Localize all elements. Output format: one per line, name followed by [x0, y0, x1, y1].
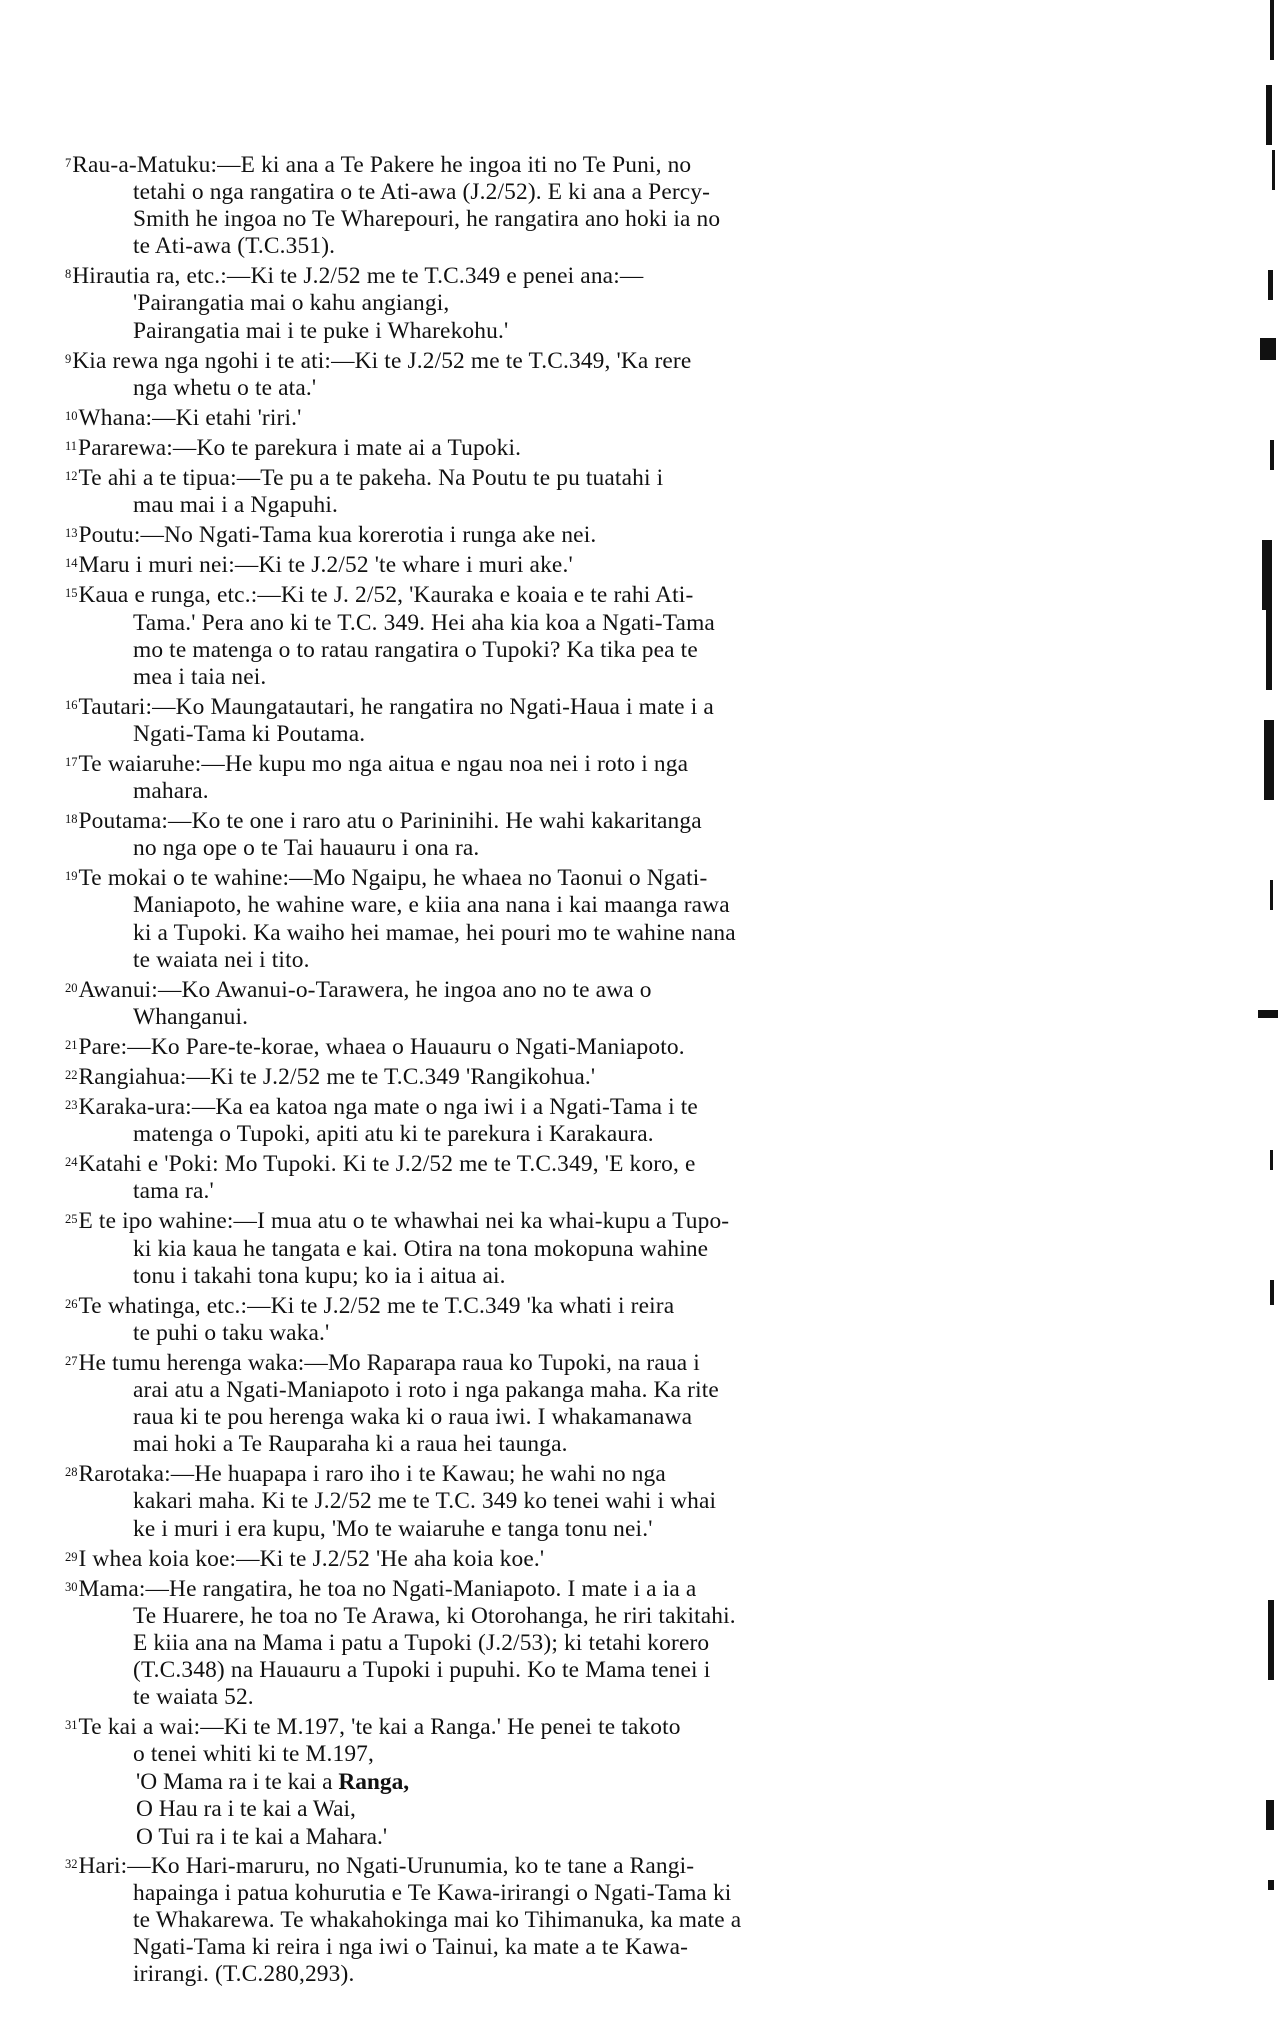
footnote-line	[65, 1291, 1030, 1320]
footnote-line: Pairangatia mai i te puke i Wharekohu.'	[133, 317, 509, 344]
footnote-text: Hari:—Ko Hari-maruru, no Ngati-Urunumia, ko te tane a Rangi-	[78, 1852, 695, 1879]
footnote-17	[62, 749, 1030, 805]
footnote-text: Pare:—Ko Pare-te-korae, whaea o Hauauru o Ngati-Maniapoto.	[78, 1033, 685, 1060]
footnote-line	[65, 1459, 1030, 1488]
footnote-23	[62, 1092, 1030, 1148]
verse-line	[136, 1769, 1030, 1796]
footnote-27	[62, 1348, 1030, 1458]
footnote-line: no nga ope o te Tai hauauru i ona ra.	[133, 835, 480, 862]
footnote-text: Poutu:—No Ngati-Tama kua korerotia i runga ake nei.	[78, 522, 597, 549]
footnote-line: ki kia kaua he tangata e kai. Otira na tona mokopuna wahine	[133, 1235, 709, 1262]
footnote-text: E te ipo wahine:—I mua atu o te whawhai nei ka whai-kupu a Tupo-	[78, 1208, 730, 1235]
footnote-text: Te kai a wai:—Ki te M.197, 'te kai a Ranga.' He penei te takoto	[78, 1714, 681, 1741]
footnote-text: Tautari:—Ko Maungatautari, he rangatira no Ngati-Haua i mate i a	[78, 693, 714, 720]
footnote-number: 19	[65, 869, 78, 884]
footnote-line	[65, 975, 1030, 1004]
footnote-line: mo te matenga o to ratau rangatira o Tupoki? Ka tika pea te	[133, 636, 698, 663]
footnote-line: mai hoki a Te Rauparaha ki a raua hei taunga.	[133, 1431, 568, 1458]
footnote-text: Maru i muri nei:—Ki te J.2/52 'te whare i muri ake.'	[78, 552, 573, 579]
footnote-number: 23	[65, 1098, 78, 1113]
footnote-text: Rau-a-Matuku:—E ki ana a Te Pakere he ingoa iti no Te Puni, no	[72, 152, 692, 178]
footnote-line: E kiia ana na Mama i patu a Tupoki (J.2/53); ki tetahi korero	[133, 1629, 710, 1656]
footnote-line: mau mai i a Ngapuhi.	[133, 492, 339, 519]
verse-line: O Hau ra i te kai a Wai,	[136, 1796, 356, 1823]
footnote-line: raua ki te pou herenga waka ki o raua iwi. I whakamanawa	[133, 1404, 693, 1431]
footnote-line	[65, 863, 1030, 892]
footnote-30	[62, 1574, 1030, 1711]
footnote-number: 12	[65, 469, 78, 484]
footnote-14	[62, 550, 1030, 579]
footnote-line: Te Huarere, he toa no Te Arawa, ki Otorohanga, he riri takitahi.	[133, 1602, 736, 1629]
verse-text: 'O Mama ra i te kai a	[136, 1769, 339, 1796]
footnotes-list	[62, 150, 1030, 1989]
footnote-line	[65, 1348, 1030, 1377]
footnote-line: (T.C.348) na Hauauru a Tupoki i pupuhi. Ko te Mama tenei i	[133, 1656, 711, 1683]
footnote-32	[62, 1851, 1030, 1988]
footnote-number: 21	[65, 1037, 78, 1052]
footnote-number: 7	[65, 156, 72, 170]
footnote-text: Te mokai o te wahine:—Mo Ngaipu, he whaea no Taonui o Ngati-	[78, 865, 708, 892]
footnote-25	[62, 1206, 1030, 1289]
footnote-text: Kia rewa nga ngohi i te ati:—Ki te J.2/52 me te T.C.349, 'Ka rere	[72, 347, 692, 374]
footnote-line	[65, 403, 1030, 432]
footnote-line: te Ati-awa (T.C.351).	[133, 233, 336, 260]
footnote-number: 10	[65, 408, 78, 423]
footnote-29	[62, 1544, 1030, 1573]
footnote-line	[65, 1032, 1030, 1061]
footnote-text: Poutama:—Ko te one i raro atu o Parininihi. He wahi kakaritanga	[78, 808, 702, 835]
footnote-11	[62, 433, 1030, 462]
footnote-line: te waiata nei i tito.	[133, 946, 310, 973]
footnote-number: 26	[65, 1296, 78, 1311]
footnote-text: Mama:—He rangatira, he toa no Ngati-Maniapoto. I mate i a ia a	[78, 1575, 697, 1602]
footnote-line: Tama.' Pera ano ki te T.C. 349. Hei aha kia koa a Ngati-Tama	[133, 609, 715, 636]
footnote-text: He tumu herenga waka:—Mo Raparapa raua ko Tupoki, na raua i	[78, 1349, 700, 1376]
footnote-15	[62, 580, 1030, 690]
footnote-8	[62, 261, 1030, 344]
footnote-line	[65, 1062, 1030, 1091]
footnote-line	[65, 806, 1030, 835]
footnote-9	[62, 346, 1030, 402]
footnote-line: Smith he ingoa no Te Wharepouri, he rangatira ano hoki ia no	[133, 206, 721, 233]
footnote-line	[65, 463, 1030, 492]
footnote-line: o tenei whiti ki te M.197,	[133, 1741, 375, 1768]
footnote-text: Katahi e 'Poki: Mo Tupoki. Ki te J.2/52 me te T.C.349, 'E koro, e	[78, 1151, 696, 1178]
footnote-line	[65, 1206, 1030, 1235]
footnote-line: ki a Tupoki. Ka waiho hei mamae, hei pouri mo te wahine nana	[133, 919, 736, 946]
footnote-28	[62, 1459, 1030, 1542]
footnote-number: 18	[65, 812, 78, 827]
footnote-line: te Whakarewa. Te whakahokinga mai ko Tihimanuka, ka mate a	[133, 1906, 742, 1933]
footnote-number: 17	[65, 754, 78, 769]
footnote-number: 25	[65, 1212, 78, 1227]
footnote-line: mea i taia nei.	[133, 663, 267, 690]
footnote-text: Te whatinga, etc.:—Ki te J.2/52 me te T.C.349 'ka whati i reira	[78, 1292, 675, 1319]
footnote-line: nga whetu o te ata.'	[133, 374, 317, 401]
footnote-31	[62, 1712, 1030, 1768]
footnote-line: tama ra.'	[133, 1178, 214, 1205]
footnote-line: arai atu a Ngati-Maniapoto i roto i nga pakanga maha. Ka rite	[133, 1377, 719, 1404]
footnote-number: 29	[65, 1549, 78, 1564]
footnote-line	[65, 1712, 1030, 1741]
footnote-20	[62, 975, 1030, 1031]
footnote-line	[65, 346, 1030, 375]
footnote-number: 13	[65, 526, 78, 541]
footnote-12	[62, 463, 1030, 519]
footnote-number: 24	[65, 1155, 78, 1170]
footnote-text: Hirautia ra, etc.:—Ki te J.2/52 me te T.C.349 e penei ana:—	[72, 263, 644, 290]
footnote-text: I whea koia koe:—Ki te J.2/52 'He aha koia koe.'	[78, 1545, 545, 1572]
footnote-number: 27	[65, 1353, 78, 1368]
footnote-text: Karaka-ura:—Ka ea katoa nga mate o nga iwi i a Ngati-Tama i te	[78, 1094, 698, 1121]
footnote-7	[62, 150, 1030, 260]
footnote-line	[65, 1092, 1030, 1121]
footnote-number: 30	[65, 1579, 78, 1594]
footnote-number: 28	[65, 1465, 78, 1480]
footnote-line	[65, 1544, 1030, 1573]
footnote-number: 11	[65, 438, 78, 453]
footnote-text: Rangiahua:—Ki te J.2/52 me te T.C.349 'Rangikohua.'	[78, 1064, 596, 1090]
footnote-21	[62, 1032, 1030, 1061]
footnote-text: Te waiaruhe:—He kupu mo nga aitua e ngau noa nei i roto i nga	[78, 750, 689, 777]
footnote-line	[65, 520, 1030, 549]
footnote-number: 15	[65, 586, 78, 601]
footnote-number: 9	[65, 351, 72, 366]
footnote-line: irirangi. (T.C.280,293).	[133, 1961, 355, 1987]
footnote-line: te puhi o taku waka.'	[133, 1319, 330, 1346]
footnote-26	[62, 1291, 1030, 1347]
verse-quote	[62, 1769, 1030, 1850]
footnote-line	[65, 1149, 1030, 1178]
footnote-number: 20	[65, 980, 78, 995]
footnote-text: Whana:—Ki etahi 'riri.'	[78, 404, 302, 431]
verse-line: O Tui ra i te kai a Mahara.'	[136, 1823, 388, 1850]
footnote-line	[65, 150, 1030, 179]
footnote-line	[65, 261, 1030, 290]
footnote-line: ke i muri i era kupu, 'Mo te waiaruhe e tanga tonu nei.'	[133, 1515, 653, 1542]
footnote-number: 14	[65, 556, 78, 571]
footnote-text: Te ahi a te tipua:—Te pu a te pakeha. Na Poutu te pu tuatahi i	[78, 465, 664, 492]
footnote-line	[65, 749, 1030, 778]
footnote-line: Whanganui.	[133, 1003, 249, 1030]
footnote-line: matenga o Tupoki, apiti atu ki te parekura i Karakaura.	[133, 1121, 654, 1148]
footnote-line	[65, 692, 1030, 721]
footnote-number: 32	[65, 1856, 78, 1871]
footnote-22	[62, 1062, 1030, 1091]
footnote-18	[62, 806, 1030, 862]
footnote-line: tetahi o nga rangatira o te Ati-awa (J.2/52). E ki ana a Percy-	[133, 179, 711, 206]
footnote-line: mahara.	[133, 778, 209, 805]
footnote-number: 31	[65, 1718, 78, 1733]
footnote-number: 22	[65, 1068, 78, 1082]
footnote-number: 8	[65, 267, 72, 282]
footnote-10	[62, 403, 1030, 432]
footnote-line: Maniapoto, he wahine ware, e kiia ana nana i kai maanga rawa	[133, 892, 730, 919]
footnote-line	[65, 550, 1030, 579]
footnote-24	[62, 1149, 1030, 1205]
footnote-number: 16	[65, 697, 78, 712]
footnote-line: Ngati-Tama ki Poutama.	[133, 720, 366, 747]
footnote-line: hapainga i patua kohurutia e Te Kawa-irirangi o Ngati-Tama ki	[133, 1879, 732, 1906]
footnote-13	[62, 520, 1030, 549]
footnote-19	[62, 863, 1030, 973]
footnote-line	[65, 580, 1030, 609]
footnote-line: 'Pairangatia mai o kahu angiangi,	[133, 290, 450, 317]
footnote-16	[62, 692, 1030, 748]
footnote-line	[65, 1574, 1030, 1603]
footnote-line	[65, 1851, 1030, 1880]
footnote-line	[65, 433, 1030, 462]
footnote-text: Kaua e runga, etc.:—Ki te J. 2/52, 'Kauraka e koaia e te rahi Ati-	[78, 582, 694, 609]
footnote-line: tonu i takahi tona kupu; ko ia i aitua ai.	[133, 1262, 506, 1289]
footnote-text: Awanui:—Ko Awanui-o-Tarawera, he ingoa ano no te awa o	[78, 976, 652, 1003]
scan-edge	[1258, 0, 1280, 2030]
footnote-line: te waiata 52.	[133, 1684, 254, 1711]
footnote-text: Pararewa:—Ko te parekura i mate ai a Tupoki.	[78, 434, 522, 461]
verse-text-bold: Ranga,	[338, 1769, 410, 1796]
footnote-text: Rarotaka:—He huapapa i raro iho i te Kawau; he wahi no nga	[78, 1461, 666, 1488]
footnote-line: Ngati-Tama ki reira i nga iwi o Tainui, ka mate a te Kawa-	[133, 1933, 689, 1960]
footnote-line: kakari maha. Ki te J.2/52 me te T.C. 349 ko tenei wahi i whai	[133, 1488, 717, 1515]
